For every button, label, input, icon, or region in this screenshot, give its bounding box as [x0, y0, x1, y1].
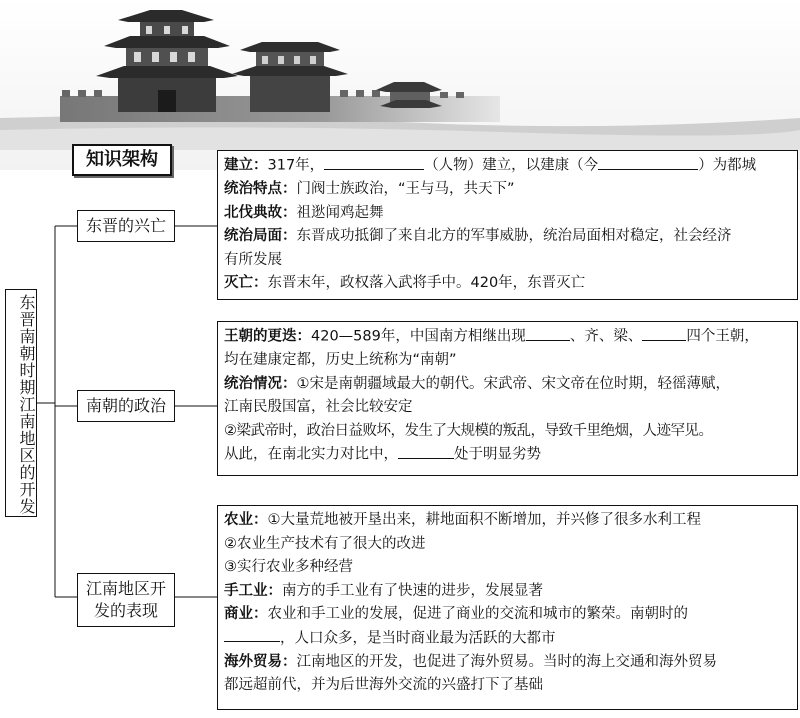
node-jiangnan-development [77, 573, 175, 627]
fill-blank[interactable] [526, 325, 570, 341]
detail-line: 北伐典故：祖逖闻鸡起舞 [224, 204, 384, 221]
fill-blank[interactable] [398, 443, 454, 459]
detail-line: 统治局面：东晋成功抵御了来自北方的军事威胁，统治局面相对稳定，社会经济 [224, 228, 732, 244]
node-label: 南朝的政治 [85, 396, 166, 415]
detail-line: 手工业：南方的手工业有了快速的进步，发展显著 [224, 582, 543, 599]
section-title-tag: 知识架构 [72, 144, 172, 176]
detail-box-eastern-jin [217, 150, 798, 300]
detail-line: 灭亡：东晋末年，政权落入武将手中。420年，东晋灭亡 [224, 275, 586, 291]
detail-line: 农业：①大量荒地被开垦出来，耕地面积不断增加，并兴修了很多水利工程 [224, 512, 701, 528]
detail-line: 统治情况：①宋是南朝疆域最大的朝代。宋武帝、宋文帝在位时期，轻徭薄赋， [224, 375, 730, 392]
detail-line: 商业：农业和手工业的发展，促进了商业的交流和城市的繁荣。南朝时的 [224, 606, 688, 622]
fill-blank[interactable] [642, 325, 686, 341]
root-topic-box: 东晋南朝时期江南地区的开发 [5, 289, 37, 517]
fill-blank[interactable] [324, 154, 424, 170]
node-label-line1: 江南地区开 [85, 579, 166, 598]
fill-blank[interactable] [224, 627, 280, 643]
fill-blank[interactable] [598, 154, 698, 170]
detail-line: 有所发展 [224, 251, 282, 268]
node-label: 东晋的兴亡 [85, 216, 166, 235]
node-eastern-jin [77, 210, 175, 242]
detail-line: ②农业生产技术有了很大的改进 [224, 535, 426, 552]
detail-line: ③实行农业多种经营 [224, 559, 353, 575]
detail-line: 从此，在南北实力对比中， 处于明显劣势 [224, 443, 791, 467]
detail-line: ，人口众多，是当时商业最为活跃的大都市 [224, 627, 791, 651]
detail-line: 统治特点：门阀士族政治，“王与马，共天下” [224, 181, 515, 197]
detail-line: 均在建康定都，历史上统称为“南朝” [224, 352, 457, 368]
detail-box-jiangnan [217, 505, 798, 710]
node-southern-dynasties [77, 390, 175, 422]
detail-line: 都远超前代，并为后世海外交流的兴盛打下了基础 [224, 677, 543, 693]
detail-line: 海外贸易：江南地区的开发，也促进了海外贸易。当时的海上交通和海外贸易 [224, 653, 717, 670]
detail-line: 建立：317年， （人物）建立，以建康（今 ）为都城 [224, 154, 791, 178]
detail-box-southern-dynasties [217, 321, 798, 476]
node-label-line2: 发的表现 [93, 601, 158, 620]
detail-line: 江南民殷国富，社会比较安定 [224, 399, 413, 415]
detail-line: 王朝的更迭：420—589年，中国南方相继出现 、齐、梁、 四个王朝， [224, 325, 791, 349]
detail-line: ②梁武帝时，政治日益败坏，发生了大规模的叛乱，导致千里绝烟，人迹罕见。 [224, 422, 713, 439]
